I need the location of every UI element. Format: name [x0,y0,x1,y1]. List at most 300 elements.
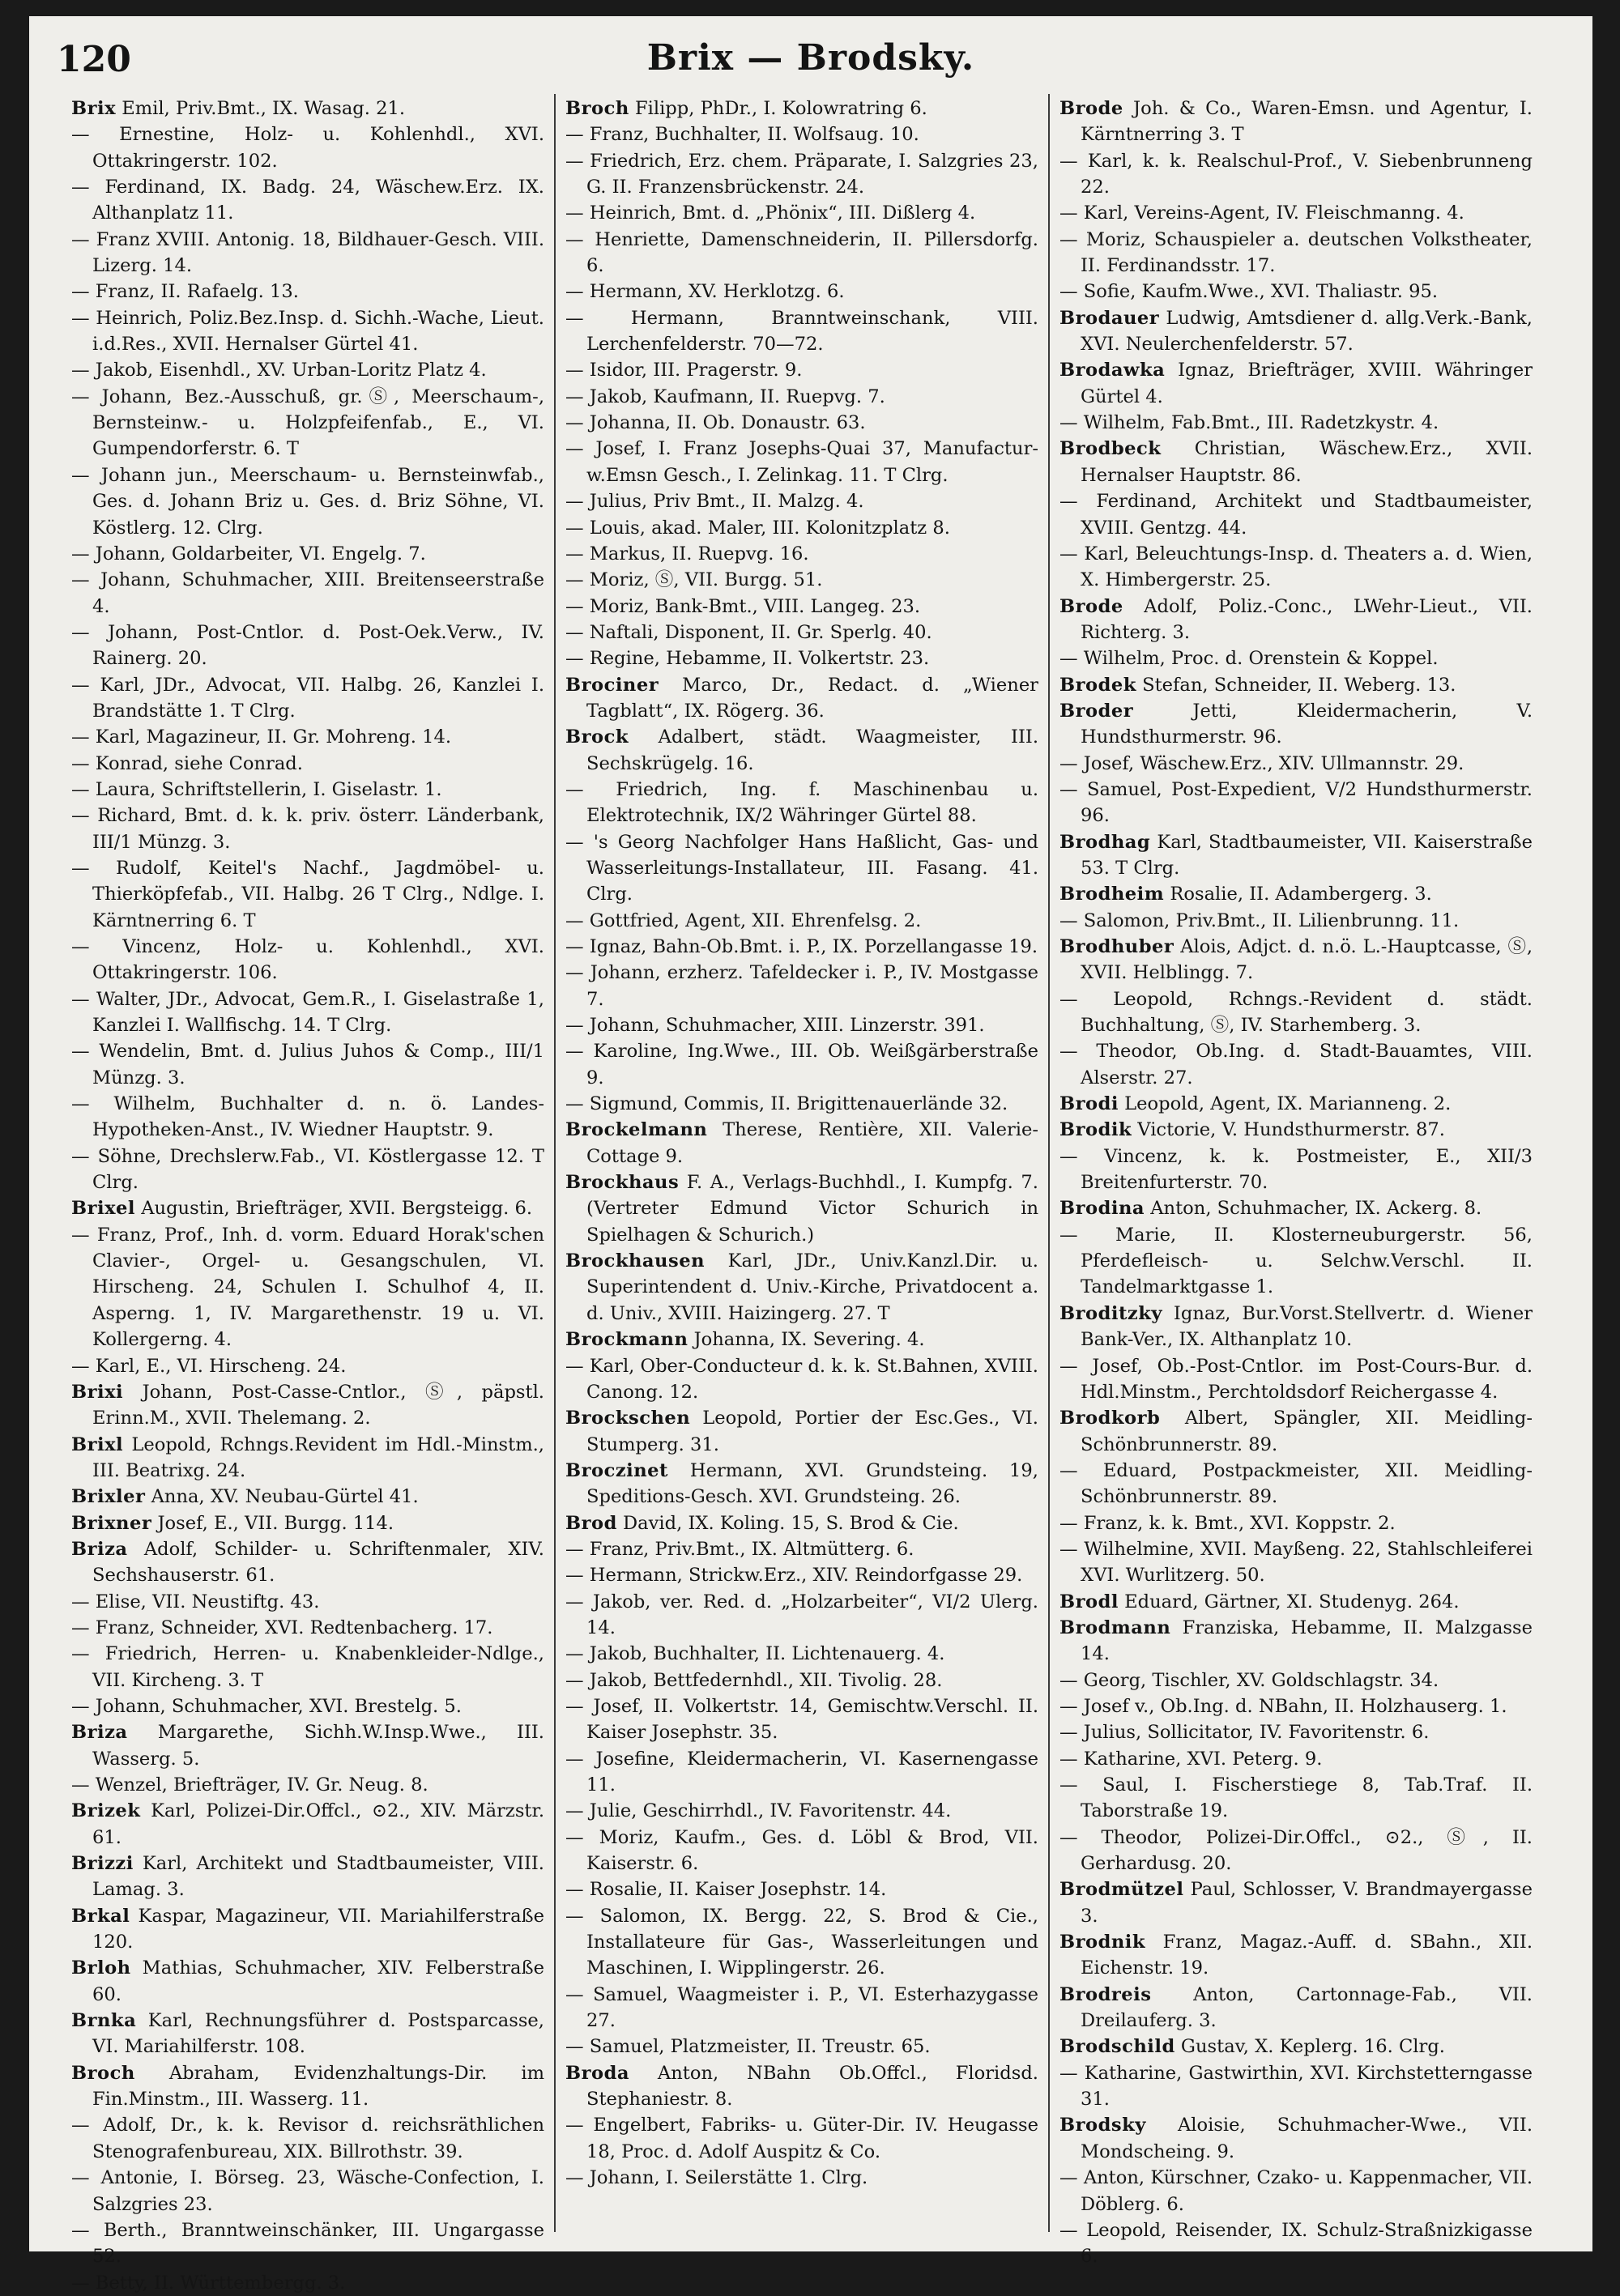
entry-text: — Josef, I. Franz Josephs-Quai 37, Manufactur-w.Emsn Gesch., I. Zelinkag. 11. T Clrg. [565,438,1038,486]
entry-text: — Karl, E., VI. Hirscheng. 24. [71,1355,347,1377]
directory-entry [71,2270,544,2296]
directory-entry [71,462,544,541]
directory-entry [1059,1589,1533,1615]
directory-entry [1059,645,1533,671]
entry-text: — Johann, Bez.-Ausschuß, gr.Ⓢ, Meerschaum-, Bernsteinw.- u. Holzpfeifenfab., E., VI. Gumpendorferstr. 6. T [71,386,544,460]
directory-entry [71,986,544,1039]
directory-entry [1059,594,1533,646]
entry-surname: Brodhag [1059,831,1151,853]
directory-entry [71,357,544,383]
directory-entry [71,1851,544,1903]
entry-surname: Brodschild [1059,2036,1175,2058]
directory-entry [1059,1195,1533,1221]
entry-text: — Karl, Vereins-Agent, IV. Fleischmanng. 4. [1059,202,1464,224]
entry-text: Karl, Stadtbaumeister, VII. Kaiserstraße 53. T Clrg. [1081,831,1533,879]
directory-entry [71,2112,544,2165]
directory-entry [1059,96,1533,148]
directory-entry [71,2060,544,2113]
directory-entry [565,1903,1038,1982]
entry-surname: Brixi [71,1381,124,1403]
entry-text: — Isidor, III. Pragerstr. 9. [565,360,803,381]
entry-surname: Brodauer [1059,307,1160,329]
entry-text: — Katharine, XVI. Peterg. 9. [1059,1748,1323,1770]
entry-text: — Josef, Ob.-Post-Cntlor. im Post-Cours-Bur. d. Hdl.Minstm., Perchtoldsdorf Reichergasse 4. [1059,1355,1533,1403]
entry-surname: Brodsky [1059,2115,1146,2136]
directory-entry [1059,1405,1533,1458]
directory-entry [71,174,544,227]
entry-surname: Brodina [1059,1198,1145,1220]
entry-surname: Brodkorb [1059,1408,1161,1429]
entry-text: — Georg, Tischler, XV. Goldschlagstr. 34. [1059,1669,1439,1691]
directory-entry [565,1562,1038,1588]
entry-text: — Hermann, XV. Herklotzg. 6. [565,281,845,303]
entry-surname: Brodheim [1059,884,1165,905]
entry-text: — Johann, Schuhmacher, XVI. Brestelg. 5. [71,1695,462,1717]
entry-text: — Jakob, Eisenhdl., XV. Urban-Loritz Platz 4. [71,360,487,381]
entry-text: — Jakob, Buchhalter, II. Lichtenauerg. 4. [565,1643,945,1665]
entry-text: — Leopold, Rchngs.-Revident d. städt. Buchhaltung, Ⓢ, IV. Starhemberg. 3. [1059,988,1533,1037]
directory-entry [565,121,1038,147]
directory-entry [1059,1222,1533,1301]
entry-text: — Karl, k. k. Realschul-Prof., V. Siebenbrunneng 22. [1059,150,1533,198]
directory-entry [71,1772,544,1798]
directory-entry [565,2112,1038,2165]
directory-entry [565,436,1038,488]
entry-text: — Engelbert, Fabriks- u. Güter-Dir. IV. Heugasse 18, Proc. d. Adolf Auspitz & Co. [565,2115,1038,2162]
directory-entry [71,934,544,986]
directory-entry [1059,488,1533,541]
directory-entry [565,960,1038,1012]
directory-entry [565,1693,1038,1746]
directory-entry [565,305,1038,358]
directory-entry [71,227,544,279]
entry-text: — Söhne, Drechslerw.Fab., VI. Köstlergasse 12. T Clrg. [71,1145,544,1194]
entry-text: Ludwig, Amtsdiener d. allg.Verk.-Bank, XVI. Neulerchenfelderstr. 57. [1081,307,1533,356]
entry-text: — Franz, Buchhalter, II. Wolfsaug. 10. [565,124,919,146]
entry-text: — Ernestine, Holz- u. Kohlenhdl., XVI. Ottakringerstr. 102. [71,124,544,172]
entry-text: — Friedrich, Herren- u. Knabenkleider-Ndlge., VII. Kircheng. 3. T [71,1643,544,1691]
directory-entry [1059,1876,1533,1929]
directory-entry [565,1353,1038,1406]
directory-entry [1059,1772,1533,1825]
column-rule [554,94,556,2232]
directory-entry [1059,1615,1533,1668]
directory-entry [1059,751,1533,777]
entry-surname: Brodhuber [1059,936,1174,957]
entry-surname: Brizzi [71,1853,134,1875]
directory-entry [565,829,1038,908]
directory-entry [1059,1144,1533,1196]
entry-text: — Adolf, Dr., k. k. Revisor d. reichsräthlichen Stenografenbureau, XIX. Billrothstr. 39. [71,2115,544,2162]
directory-entry [565,1536,1038,1562]
entry-text: — Samuel, Post-Expedient, V/2 Hundsthurmerstr. 96. [1059,778,1533,827]
directory-entry [1059,2034,1533,2060]
entry-text: — Josef v., Ob.Ing. d. NBahn, II. Holzhauserg. 1. [1059,1695,1507,1717]
entry-text: Johann, Post-Casse-Cntlor., Ⓢ, päpstl. Erinn.M., XVII. Thelemang. 2. [92,1381,544,1429]
entry-text: Margarethe, Sichh.W.Insp.Wwe., III. Wasserg. 5. [92,1722,544,1770]
directory-entry [565,567,1038,593]
entry-surname: Brixner [71,1512,152,1534]
entry-text: Karl, Architekt und Stadtbaumeister, VIII. Lamag. 3. [92,1853,544,1901]
entry-surname: Brodmann [1059,1617,1171,1638]
directory-entry [565,1641,1038,1667]
entry-text: Mathias, Schuhmacher, XIV. Felberstraße 60. [92,1957,544,2005]
entry-text: — Marie, II. Klosterneuburgerstr. 56, Pferdefleisch- u. Selchw.Verschl. II. Tandelmarktgasse 1. [1059,1224,1533,1298]
entry-text: — Heinrich, Bmt. d. „Phönix“, III. Dißlerg 4. [565,202,976,224]
directory-entry [71,279,544,305]
entry-text: Gustav, X. Keplerg. 16. Clrg. [1174,2036,1445,2058]
directory-entry [71,1641,544,1693]
entry-text: — Friedrich, Erz. chem. Präparate, I. Salzgries 23, G. II. Franzensbrückenstr. 24. [565,150,1038,198]
directory-entry [71,1484,544,1510]
directory-entry [71,672,544,725]
directory-entry [71,620,544,672]
entry-text: — Betty, II. Württembergg. 3. [71,2272,346,2294]
entry-text: — Moriz, Ⓢ, VII. Burgg. 51. [565,569,823,591]
directory-entry [71,1379,544,1432]
entry-surname: Brloh [71,1957,131,1979]
directory-entry [565,1876,1038,1902]
directory-entry [1059,1746,1533,1772]
entry-text: — Wilhelm, Proc. d. Orenstein & Koppel. [1059,648,1439,670]
directory-entry [71,1955,544,2008]
directory-entry [565,541,1038,567]
entry-text: — Konrad, siehe Conrad. [71,752,303,774]
directory-entry [1059,436,1533,488]
directory-entry [565,2165,1038,2191]
directory-entry [71,305,544,358]
directory-entry [1059,410,1533,436]
directory-entry [565,1038,1038,1091]
entry-text: Anton, Schuhmacher, IX. Ackerg. 8. [1145,1198,1482,1220]
directory-entry [1059,908,1533,934]
entry-text: — Josef, Wäschew.Erz., XIV. Ullmannstr. 29. [1059,752,1464,774]
entry-text: — Henriette, Damenschneiderin, II. Pillersdorfg. 6. [565,228,1038,277]
entry-text: — Naftali, Disponent, II. Gr. Sperlg. 40. [565,621,932,643]
directory-entry [565,1798,1038,1824]
entry-surname: Brod [565,1512,617,1534]
directory-entry [1059,1353,1533,1406]
entry-text: — Karl, JDr., Advocat, VII. Halbg. 26, Kanzlei I. Brandstätte 1. T Clrg. [71,674,544,722]
directory-entry [565,357,1038,383]
directory-entry [71,777,544,803]
entry-text: — Katharine, Gastwirthin, XVI. Kirchstetterngasse 31. [1059,2062,1533,2111]
entry-text: — Franz, Schneider, XVI. Redtenbacherg. 17. [71,1617,493,1638]
page-number: 120 [57,39,131,80]
directory-entry [565,594,1038,620]
entry-surname: Broder [1059,700,1134,722]
entry-text: — Johann, Schuhmacher, XIII. Linzerstr. 391. [565,1015,985,1037]
entry-surname: Brixl [71,1433,124,1455]
entry-surname: Brodl [1059,1591,1119,1612]
directory-entry [1059,698,1533,751]
directory-entry [565,515,1038,541]
entry-text: — Wendelin, Bmt. d. Julius Juhos & Comp., III/1 Münzg. 3. [71,1041,544,1088]
entry-text: Karl, JDr., Univ.Kanzl.Dir. u. Superintendent d. Univ.-Kirche, Privatdocent a. d. Univ., XVIII. Haizingerg. 27. T [586,1250,1038,1324]
entry-surname: Broditzky [1059,1302,1163,1324]
directory-entry [1059,1825,1533,1877]
directory-entry [1059,1982,1533,2034]
directory-entry [565,2060,1038,2113]
entry-text: — Heinrich, Poliz.Bez.Insp. d. Sichh.-Wache, Lieut. i.d.Res., XVII. Hernalser Gürtel 41. [71,307,544,356]
entry-surname: Broczinet [565,1459,668,1481]
entry-text: — 's Georg Nachfolger Hans Haßlicht, Gas- und Wasserleitungs-Installateur, III. Fasang. 41. Clrg. [565,831,1038,905]
entry-text: — Josef, II. Volkertstr. 14, Gemischtw.Verschl. II. Kaiser Josephstr. 35. [565,1695,1038,1744]
directory-entry [565,1668,1038,1693]
entry-text: Stefan, Schneider, II. Weberg. 13. [1136,674,1456,696]
column-3 [1059,96,1533,2268]
directory-entry [71,724,544,750]
entry-text: — Wilhelm, Buchhalter d. n. ö. Landes-Hypotheken-Anst., IV. Wiedner Hauptstr. 9. [71,1093,544,1141]
entry-surname: Brodawka [1059,360,1166,381]
entry-text: Jetti, Kleidermacherin, V. Hundsthurmerstr. 96. [1081,700,1533,748]
directory-entry [565,1746,1038,1799]
entry-text: Victorie, V. Hundsthurmerstr. 87. [1132,1119,1445,1141]
entry-text: Johanna, IX. Severing. 4. [688,1329,925,1351]
entry-text: — Samuel, Platzmeister, II. Treustr. 65. [565,2036,931,2058]
entry-surname: Brockhaus [565,1172,680,1194]
entry-text: Leopold, Agent, IX. Marianneng. 2. [1118,1093,1452,1115]
directory-entry [565,200,1038,226]
directory-entry [71,1510,544,1536]
directory-entry [565,2034,1038,2060]
directory-entry [565,934,1038,960]
column-2 [565,96,1038,2234]
entry-surname: Brociner [565,674,659,696]
directory-entry [565,96,1038,121]
entry-text: Franz, Magaz.-Auff. d. SBahn., XII. Eichenstr. 19. [1081,1932,1533,1979]
entry-text: — Wilhelmine, XVII. Mayßeng. 22, Stahlschleiferei XVI. Wurlitzerg. 50. [1059,1538,1533,1587]
directory-entry [565,908,1038,934]
directory-entry [1059,1301,1533,1353]
directory-entry [1059,1719,1533,1745]
directory-entry [71,1589,544,1615]
entry-surname: Brodreis [1059,1983,1152,2005]
entry-text: — Eduard, Postpackmeister, XII. Meidling-Schönbrunnerstr. 89. [1059,1459,1533,1508]
directory-entry [1059,1510,1533,1536]
directory-entry [71,1719,544,1772]
directory-page [29,16,1592,2294]
entry-text: — Louis, akad. Maler, III. Kolonitzplatz 8. [565,517,950,539]
directory-entry [1059,881,1533,907]
directory-entry [1059,986,1533,1039]
entry-text: Leopold, Rchngs.Revident im Hdl.-Minstm., III. Beatrixg. 24. [92,1433,544,1481]
entry-surname: Brodbeck [1059,438,1162,460]
entry-text: — Johann, Goldarbeiter, VI. Engelg. 7. [71,543,426,564]
entry-surname: Brockmann [565,1329,688,1351]
entry-text: Karl, Polizei-Dir.Offcl., ⊙2., XIV. Märzstr. 61. [92,1800,544,1848]
entry-text: — Johann, I. Seilerstätte 1. Clrg. [565,2167,868,2189]
entry-text: — Vincenz, k. k. Postmeister, E., XII/3 Breitenfurterstr. 70. [1059,1145,1533,1194]
entry-surname: Brizek [71,1800,141,1822]
entry-text: — Elise, VII. Neustiftg. 43. [71,1591,320,1612]
directory-entry [71,2008,544,2060]
directory-entry [71,1536,544,1589]
directory-entry [71,1038,544,1091]
entry-text: Abraham, Evidenzhaltungs-Dir. im Fin.Minstm., III. Wasserg. 11. [92,2062,544,2111]
entry-text: — Franz XVIII. Antonig. 18, Bildhauer-Gesch. VIII. Lizerg. 14. [71,228,544,277]
entry-text: — Moriz, Kaufm., Ges. d. Löbl & Brod, VII. Kaiserstr. 6. [565,1826,1038,1875]
entry-text: — Franz, II. Rafaelg. 13. [71,281,299,303]
entry-text: — Rosalie, II. Kaiser Josephstr. 14. [565,1879,887,1901]
entry-text: — Hermann, Branntweinschank, VIII. Lerchenfelderstr. 70—72. [565,307,1038,356]
entry-text: — Julius, Sollicitator, IV. Favoritenstr. 6. [1059,1722,1430,1744]
directory-entry [1059,1458,1533,1510]
directory-entry [565,1327,1038,1352]
directory-entry [71,1615,544,1641]
entry-text: — Berth., Branntweinschänker, III. Ungargasse 52. [71,2219,544,2268]
entry-text: Leopold, Portier der Esc.Ges., VI. Stumperg. 31. [586,1408,1038,1455]
directory-entry [1059,1668,1533,1693]
entry-text: — Julius, Priv Bmt., II. Malzg. 4. [565,491,864,513]
entry-surname: Brode [1059,595,1123,617]
entry-text: Paul, Schlosser, V. Brandmayergasse 3. [1081,1879,1533,1927]
entry-text: — Johann, erzherz. Tafeldecker i. P., IV. Mostgasse 7. [565,962,1038,1010]
directory-entry [71,1353,544,1379]
directory-entry [71,1195,544,1221]
directory-entry [1059,357,1533,410]
directory-entry [565,227,1038,279]
entry-text: — Wenzel, Briefträger, IV. Gr. Neug. 8. [71,1774,428,1795]
entry-text: — Ferdinand, IX. Badg. 24, Wäschew.Erz. IX. Althanplatz 11. [71,177,544,224]
directory-entry [1059,672,1533,698]
entry-text: Therese, Rentière, XII. Valerie-Cottage 9. [586,1119,1038,1167]
directory-entry [565,279,1038,305]
entry-text: Eduard, Gärtner, XI. Studenyg. 264. [1118,1591,1460,1612]
entry-text: Anna, XV. Neubau-Gürtel 41. [145,1486,419,1508]
entry-text: — Josefine, Kleidermacherin, VI. Kasernengasse 11. [565,1748,1038,1795]
entry-text: — Johann, Schuhmacher, XIII. Breitenseerstraße 4. [71,569,544,617]
entry-surname: Brockelmann [565,1119,708,1141]
entry-surname: Briza [71,1722,128,1744]
entry-text: Albert, Spängler, XII. Meidling-Schönbrunnerstr. 89. [1081,1408,1533,1455]
directory-entry [1059,227,1533,279]
directory-entry [71,2165,544,2217]
entry-text: — Richard, Bmt. d. k. k. priv. österr. Länderbank, III/1 Münzg. 3. [71,805,544,853]
directory-entry [1059,829,1533,882]
directory-entry [1059,777,1533,829]
directory-entry [1059,2060,1533,2113]
directory-entry [71,1144,544,1196]
directory-entry [565,384,1038,410]
entry-text: — Jakob, Bettfedernhdl., XII. Tivolig. 28. [565,1669,943,1691]
directory-entry [565,645,1038,671]
directory-entry [1059,1091,1533,1117]
directory-entry [565,1458,1038,1510]
directory-entry [71,541,544,567]
directory-entry [71,2217,544,2270]
entry-text: Emil, Priv.Bmt., IX. Wasag. 21. [116,98,406,119]
entry-text: — Antonie, I. Börseg. 23, Wäsche-Confection, I. Salzgries 23. [71,2167,544,2215]
entry-text: Adolf, Poliz.-Conc., LWehr-Lieut., VII. Richterg. 3. [1081,595,1533,643]
directory-entry [565,1248,1038,1327]
entry-text: — Vincenz, Holz- u. Kohlenhdl., XVI. Ottakringerstr. 106. [71,936,544,984]
entry-text: — Karl, Beleuchtungs-Insp. d. Theaters a. d. Wien, X. Himbergerstr. 25. [1059,543,1533,591]
directory-entry [1059,1038,1533,1091]
entry-text: Ignaz, Bur.Vorst.Stellvertr. d. Wiener Bank-Ver., IX. Althanplatz 10. [1081,1302,1533,1351]
entry-text: — Saul, I. Fischerstiege 8, Tab.Traf. II. Taborstraße 19. [1059,1774,1533,1822]
column-1 [71,96,544,2294]
running-head: Brix — Brodsky. [646,37,975,79]
entry-surname: Brodi [1059,1093,1119,1115]
directory-entry [565,1510,1038,1536]
directory-entry [565,620,1038,645]
directory-entry [1059,2112,1533,2165]
page-header [29,16,1592,93]
entry-text: — Gottfried, Agent, XII. Ehrenfelsg. 2. [565,909,922,931]
entry-surname: Brixler [71,1486,146,1508]
entry-surname: Broch [71,2062,135,2084]
entry-text: — Anton, Kürschner, Czako- u. Kappenmacher, VII. Döblerg. 6. [1059,2167,1533,2215]
entry-text: Adolf, Schilder- u. Schriftenmaler, XIV. Sechshauserstr. 61. [92,1538,544,1587]
entry-text: — Johann, Post-Cntlor. d. Post-Oek.Verw., IV. Rainerg. 20. [71,621,544,670]
directory-entry [565,1982,1038,2034]
directory-entry [71,803,544,855]
directory-entry [1059,279,1533,305]
entry-text: — Walter, JDr., Advocat, Gem.R., I. Giselastraße 1, Kanzlei I. Wallfischg. 14. T Clrg. [71,988,544,1037]
entry-text: Karl, Rechnungsführer d. Postsparcasse, VI. Mariahilferstr. 108. [92,2010,544,2058]
entry-surname: Brodek [1059,674,1136,696]
directory-entry [71,1693,544,1719]
entry-text: Franziska, Hebamme, II. Malzgasse 14. [1081,1617,1533,1665]
entry-text: — Moriz, Schauspieler a. deutschen Volkstheater, II. Ferdinandsstr. 17. [1059,228,1533,277]
entry-text: David, IX. Koling. 15, S. Brod & Cie. [616,1512,959,1534]
entry-text: Joh. & Co., Waren-Emsn. und Agentur, I. Kärntnerring 3. T [1081,98,1533,146]
directory-entry [71,567,544,620]
entry-text: Rosalie, II. Adambergerg. 3. [1164,884,1432,905]
directory-entry [71,1798,544,1851]
entry-text: — Johann jun., Meerschaum- u. Bernsteinwfab., Ges. d. Johann Briz u. Ges. d. Briz Söhne, VI. Köstlerg. 12. Clrg. [71,464,544,539]
directory-entry [1059,148,1533,201]
entry-surname: Brock [565,726,629,748]
directory-entry [71,1091,544,1144]
entry-surname: Brodik [1059,1119,1132,1141]
entry-text: Ignaz, Briefträger, XVIII. Währinger Gürtel 4. [1081,360,1533,407]
entry-text: — Theodor, Ob.Ing. d. Stadt-Bauamtes, VIII. Alserstr. 27. [1059,1041,1533,1088]
entry-text: Augustin, Briefträger, XVII. Bergsteigg. 6. [135,1198,533,1220]
entry-surname: Briza [71,1538,128,1560]
entry-text: — Sigmund, Commis, II. Brigittenauerlände 32. [565,1093,1008,1115]
directory-entry [565,1091,1038,1117]
entry-text: Marco, Dr., Redact. d. „Wiener Tagblatt“, IX. Rögerg. 36. [586,674,1038,722]
entry-text: F. A., Verlags-Buchhdl., I. Kumpfg. 7. (Vertreter Edmund Victor Schurich in Spielhagen & Schurich.) [586,1172,1038,1246]
entry-text: — Regine, Hebamme, II. Volkertstr. 23. [565,648,930,670]
directory-entry [565,148,1038,201]
directory-entry [565,672,1038,725]
entry-surname: Broch [565,98,629,119]
directory-entry [565,488,1038,514]
entry-surname: Brkal [71,1905,130,1927]
directory-entry [1059,1929,1533,1982]
entry-text: — Rudolf, Keitel's Nachf., Jagdmöbel- u. Thierköpfefab., VII. Halbg. 26 T Clrg., Ndlge. I. Kärntnerring 6. T [71,857,544,931]
entry-text: — Wilhelm, Fab.Bmt., III. Radetzkystr. 4. [1059,412,1439,434]
entry-text: — Samuel, Waagmeister i. P., VI. Esterhazygasse 27. [565,1983,1038,2032]
directory-entry [565,724,1038,777]
column-rule [1048,94,1050,2232]
entry-text: — Franz, k. k. Bmt., XVI. Koppstr. 2. [1059,1512,1396,1534]
entry-surname: Brodnik [1059,1932,1146,1953]
entry-text: — Ignaz, Bahn-Ob.Bmt. i. P., IX. Porzellangasse 19. [565,936,1038,957]
entry-text: — Moriz, Bank-Bmt., VIII. Langeg. 23. [565,595,921,617]
directory-entry [71,1222,544,1353]
entry-text: — Markus, II. Ruepvg. 16. [565,543,809,564]
directory-entry [565,1012,1038,1038]
directory-entry [1059,2165,1533,2217]
entry-text: — Julie, Geschirrhdl., IV. Favoritenstr. 44. [565,1800,952,1822]
entry-text: — Jakob, Kaufmann, II. Ruepvg. 7. [565,386,885,407]
directory-entry [1059,200,1533,226]
entry-text: — Salomon, IX. Bergg. 22, S. Brod & Cie., Installateure für Gas-, Wasserleitungen und Maschinen, I. Wipplingerstr. 26. [565,1905,1038,1979]
